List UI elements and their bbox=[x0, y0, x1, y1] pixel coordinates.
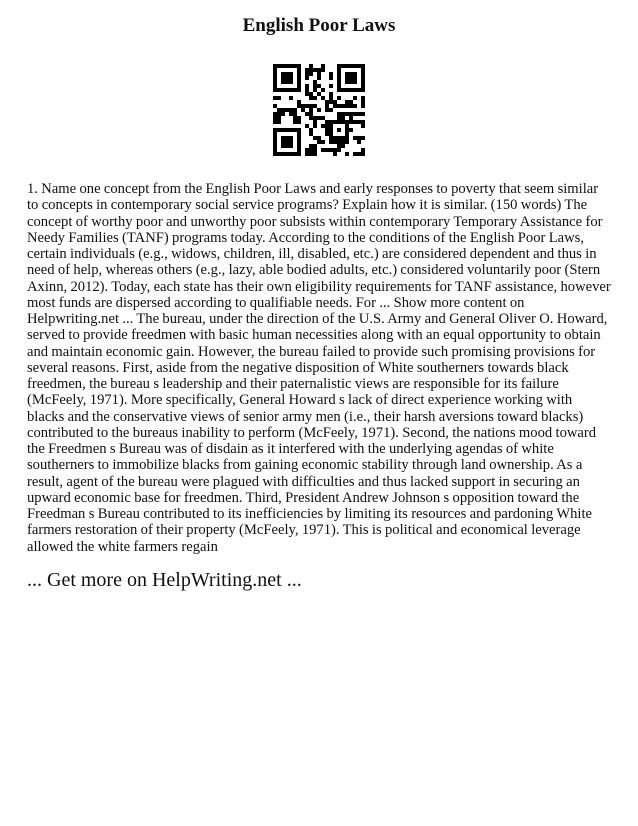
get-more-link[interactable]: ... Get more on HelpWriting.net ... bbox=[27, 569, 302, 591]
essay-text: 1. Name one concept from the English Poor Laws and early responses to poverty that seem similar to concepts in contemporary social service programs? Explain how it is similar. (150 words) The concept of worthy poor and unworthy poor subsists within contemporary Temporary Assistance for Needy Families (TANF) programs today. According to the conditions of the English Poor Laws, certain individuals (e.g., widows, children, ill, disabled, etc.) are considered dependent and thus in need of help, whereas others (e.g., lazy, able bodied adults, etc.) considered voluntarily poor (Stern Axinn, 2012). Today, each state has their own eligibility requirements for TANF assistance, however most funds are dispersed according to qualifiable needs. For ... Show more content on Helpwriting.net ... The bureau, under the direction of the U.S. Army and General Oliver O. Howard, served to provide freedmen with basic human necessities along with an equal opportunity to obtain and maintain economic gain. However, the bureau failed to provide such promising provisions for several reasons. First, aside from the negative disposition of White southerners towards black freedmen, the bureau s leadership and their paternalistic views are responsible for its failure (McFeely, 1971). More specifically, General Howard s lack of direct experience working with blacks and the conservative views of senior army men (i.e., their harsh aversions toward blacks) contributed to the bureaus inability to perform (McFeely, 1971). Second, the nations mood toward the Freedmen s Bureau was of disdain as it interfered with the underlying agendas of white southerners to immobilize blacks from gaining economic stability through land ownership. As a result, agent of the bureau were plagued with difficulties and thus lacked support in securing an upward economic base for freedmen. Third, President Andrew Johnson s opposition toward the Freedman s Bureau contributed to its inefficiencies by limiting its resources and pardoning White farmers restoration of their property (McFeely, 1971). This is political and economical leverage allowed the white farmers regain bbox=[27, 181, 611, 555]
qr-code-icon bbox=[273, 64, 365, 156]
page-title: English Poor Laws bbox=[242, 15, 396, 36]
